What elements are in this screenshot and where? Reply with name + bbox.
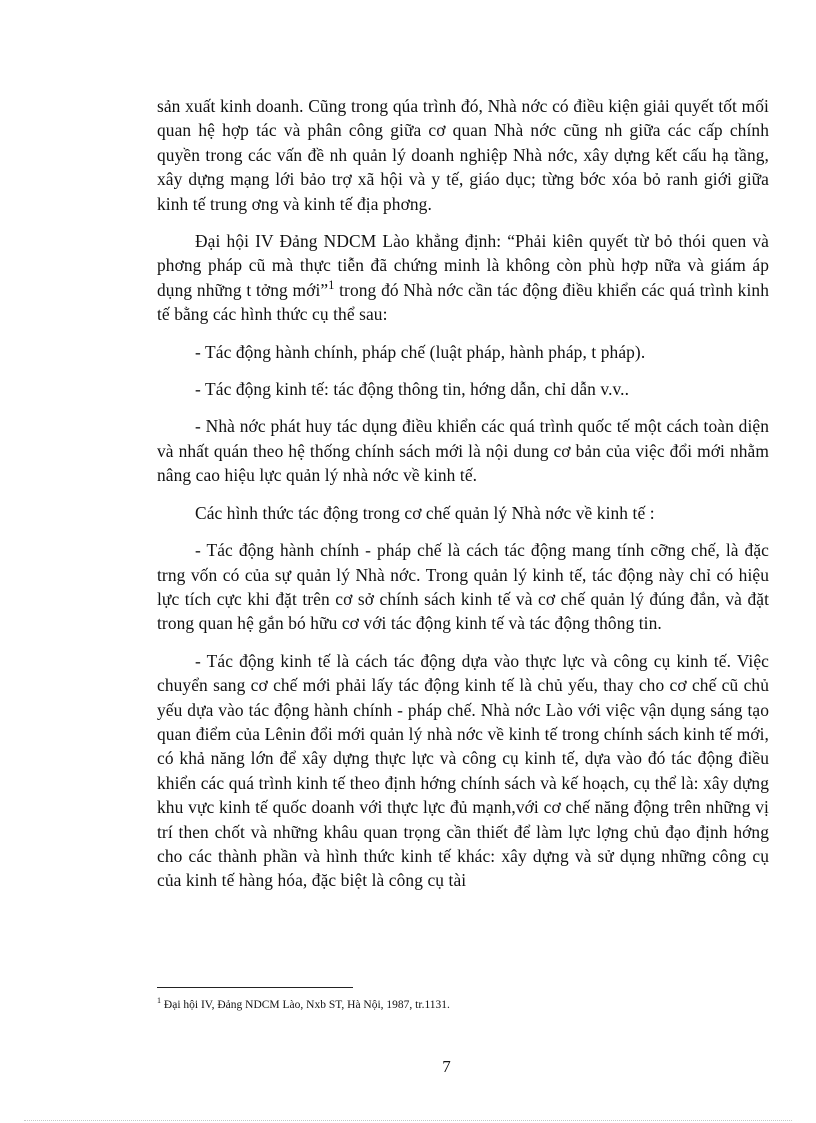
footnote-reference: 1 (328, 278, 335, 293)
paragraph-2-text: Đại hội IV Đảng NDCM Lào khẳng định: “Phải kiên quyết từ bỏ thói quen và phơng pháp cũ mà thực tiễn đã chứng minh là không còn phù hợp nữa và giám áp dụng những t tởng mới” (157, 231, 769, 300)
paragraph-1: sản xuất kinh doanh. Cũng trong qúa trình đó, Nhà nớc có điều kiện giải quyết tốt mối quan hệ hợp tác và phân công giữa cơ quan Nhà nớc cũng nh giữa các cấp chính quyền trong các vấn đề nh quản lý doanh nghiệp Nhà nớc, xây dựng kết cấu hạ tầng, xây dựng mạng lới bảo trợ xã hội và y tế, giáo dục; từng bớc xóa bỏ ranh giới giữa kinh tế trung ơng và kinh tế địa phơng. (157, 96, 769, 214)
footnote-marker: 1 (157, 996, 162, 1006)
footnote-divider (157, 987, 353, 988)
footnote-text: Đại hội IV, Đảng NDCM Lào, Nxb ST, Hà Nội, 1987, tr.1131. (161, 999, 450, 1011)
paragraph-economic-tools: - Tác động kinh tế là cách tác động dựa vào thực lực và công cụ kinh tế. Việc chuyển sang cơ chế mới phải lấy tác động kinh tế là chủ yếu, thay cho cơ chế cũ chủ yếu dựa vào tác động hành chính - pháp chế. Nhà nớc Lào với việc vận dụng sáng tạo quan điểm của Lênin đổi mới quản lý nhà nớc về kinh tế trong chính sách kinh tế mới, có khả năng lớn để xây dựng thực lực và công cụ kinh tế, dựa vào đó tác động điều khiển các quá trình kinh tế theo định hớng chính sách và kế hoạch, cụ thể là: xây dựng khu vực kinh tế quốc doanh với thực lực đủ mạnh,với cơ chế năng động trên những vị trí then chốt và những khâu quan trọng cần thiết để làm lực lợng chủ đạo định hớng cho các thành phần và hình thức kinh tế khác: xây dựng và sử dụng những công cụ của kinh tế hàng hóa, đặc biệt là công cụ tài (157, 650, 769, 891)
footnote (157, 998, 450, 1012)
paragraph-2 (157, 229, 769, 327)
page-bottom-border (24, 1120, 792, 1121)
paragraph-state-role: - Nhà nớc phát huy tác dụng điều khiển các quá trình quốc tế một cách toàn diện và nhất quán theo hệ thống chính sách mới là nội dung cơ bản của việc đổi mới nhằm nâng cao hiệu lực quản lý nhà nớc về kinh tế. (157, 416, 769, 486)
paragraph-administrative-impact: - Tác động hành chính, pháp chế (luật pháp, hành pháp, t pháp). (195, 341, 646, 362)
paragraph-economic-impact: - Tác động kinh tế: tác động thông tin, hớng dẫn, chỉ dẫn v.v.. (195, 379, 630, 400)
page-body (157, 94, 769, 906)
paragraph-forms-heading: Các hình thức tác động trong cơ chế quản lý Nhà nớc về kinh tế : (195, 502, 655, 523)
paragraph-administrative-legal: - Tác động hành chính - pháp chế là cách tác động mang tính cỡng chế, là đặc trng vốn có của sự quản lý Nhà nớc. Trong quản lý kinh tế, tác động này chỉ có hiệu lực tích cực khi đặt trên cơ sở chính sách kinh tế và cơ chế quản lý đúng đắn, và đặt trong quan hệ gắn bó hữu cơ với tác động kinh tế và tác động thông tin. (157, 540, 769, 634)
paragraph-2-continuation: trong đó Nhà nớc cần tác động điều khiển các quá trình kinh tế bằng các hình thức cụ thể sau: (157, 279, 769, 325)
page-number: 7 (442, 1057, 451, 1076)
